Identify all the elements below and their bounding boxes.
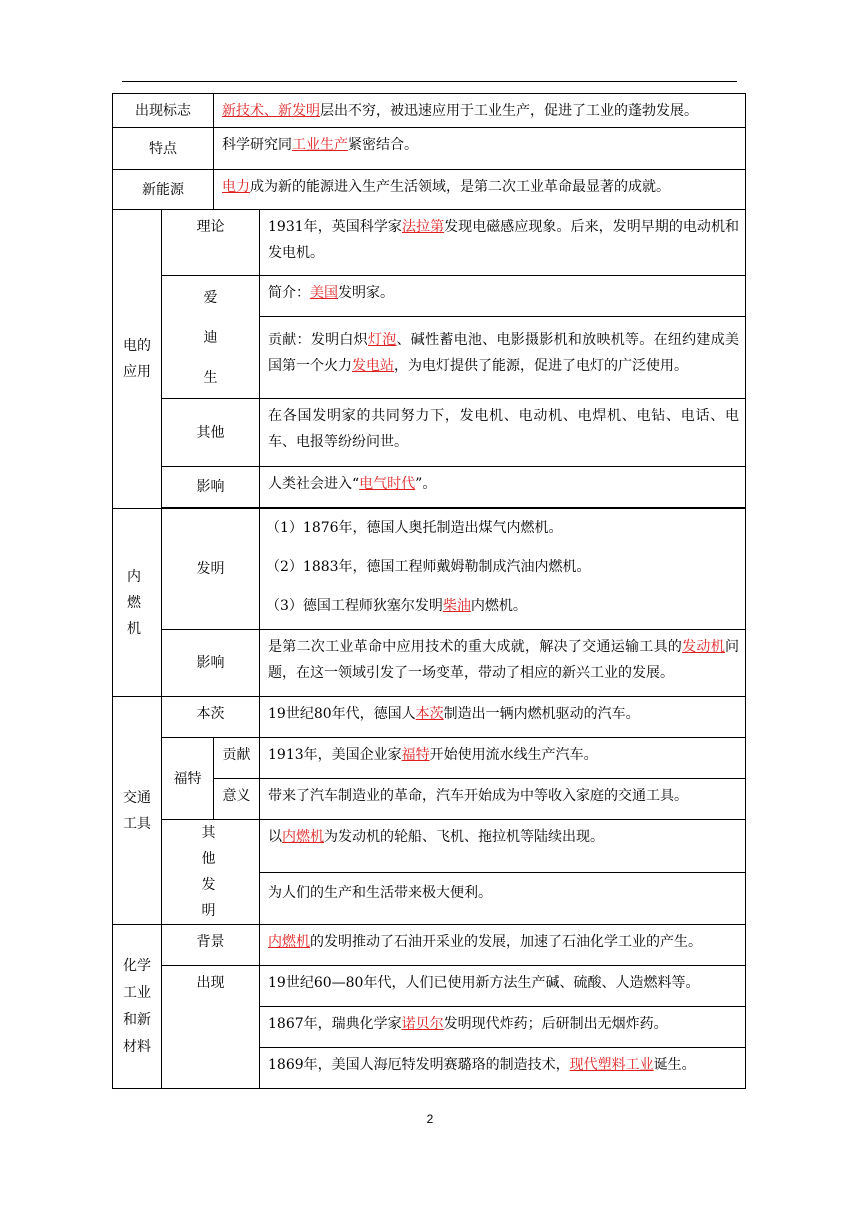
text-engine-invent: （1）1876年，德国人奥托制造出煤气内燃机。 （2）1883年，德国工程师戴姆勒制成汽油内燃机。 （3）德国工程师狄塞尔发明柴油内燃机。 — [260, 509, 746, 630]
summary-table — [112, 93, 746, 1089]
row-ford-contrib — [113, 738, 746, 779]
row-other — [113, 399, 746, 467]
label-chem: 化学工业和新材料 — [113, 925, 162, 1089]
page-number: 2 — [426, 1112, 434, 1126]
text-others-2: 为人们的生产和生活带来极大便利。 — [260, 872, 746, 925]
label-ford-contrib: 贡献 — [214, 738, 260, 779]
text-sign: 新技术、新发明层出不穷，被迅速应用于工业生产，促进了工业的蓬勃发展。 — [214, 94, 746, 128]
row-sign — [113, 94, 746, 128]
text-ford-meaning: 带来了汽车制造业的革命，汽车开始成为中等收入家庭的交通工具。 — [260, 779, 746, 820]
text-edison-contrib: 贡献：发明白炽灯泡、碱性蓄电池、电影摄影机和放映机等。在纽约建成美国第一个火力发电站，为电灯提供了能源，促进了电灯的广泛使用。 — [260, 316, 746, 398]
label-engine: 内燃机 — [113, 509, 162, 697]
row-engine-impact — [113, 630, 746, 697]
text-others-1: 以内燃机为发动机的轮船、飞机、拖拉机等陆续出现。 — [260, 820, 746, 873]
row-chem-a1 — [113, 966, 746, 1007]
label-ford-meaning: 意义 — [214, 779, 260, 820]
text-chem-a3: 1869年，美国人海厄特发明赛璐珞的制造技术，现代塑料工业诞生。 — [260, 1048, 746, 1089]
text-other: 在各国发明家的共同努力下，发电机、电动机、电焊机、电钻、电话、电车、电报等纷纷问世。 — [260, 399, 746, 467]
label-electric-impact: 影响 — [162, 467, 260, 508]
label-benz: 本茨 — [162, 697, 260, 738]
text-engine-impact: 是第二次工业革命中应用技术的重大成就，解决了交通运输工具的发动机问题，在这一领域引发了一场变革，带动了相应的新兴工业的发展。 — [260, 630, 746, 697]
text-chem-a2: 1867年，瑞典化学家诺贝尔发明现代炸药；后研制出无烟炸药。 — [260, 1007, 746, 1048]
text-theory: 1931年，英国科学家法拉第发现电磁感应现象。后来，发明早期的电动机和发电机。 — [260, 210, 746, 276]
label-engine-impact: 影响 — [162, 630, 260, 697]
label-sign: 出现标志 — [113, 94, 214, 128]
row-benz — [113, 697, 746, 738]
text-electric-impact: 人类社会进入“电气时代”。 — [260, 467, 746, 508]
label-other: 其他 — [162, 399, 260, 467]
text-chem-a1: 19世纪60—80年代，人们已使用新方法生产碱、硫酸、人造燃料等。 — [260, 966, 746, 1007]
label-chem-appear: 出现 — [162, 966, 260, 1089]
text-energy: 电力成为新的能源进入生产生活领域，是第二次工业革命最显著的成就。 — [214, 170, 746, 210]
row-edison-intro — [113, 276, 746, 317]
text-chem-bg: 内燃机的发明推动了石油开采业的发展，加速了石油化学工业的产生。 — [260, 925, 746, 966]
label-chem-bg: 背景 — [162, 925, 260, 966]
label-electric: 电的应用 — [113, 210, 162, 509]
row-feature — [113, 128, 746, 170]
row-others-1 — [113, 820, 746, 873]
text-edison-intro: 简介：美国发明家。 — [260, 276, 746, 317]
row-engine-invent — [113, 509, 746, 630]
text-ford-contrib: 1913年，美国企业家福特开始使用流水线生产汽车。 — [260, 738, 746, 779]
label-others: 其他发明 — [162, 820, 260, 925]
label-engine-invent: 发明 — [162, 509, 260, 630]
label-ford: 福特 — [162, 738, 214, 820]
row-energy — [113, 170, 746, 210]
hl-new-tech: 新技术、新发明 — [222, 103, 320, 119]
label-theory: 理论 — [162, 210, 260, 276]
label-transport: 交通工具 — [113, 697, 162, 925]
row-electric-impact — [113, 467, 746, 508]
label-energy: 新能源 — [113, 170, 214, 210]
text-feature: 科学研究同工业生产紧密结合。 — [214, 128, 746, 170]
label-edison: 爱迪生 — [162, 276, 260, 399]
label-feature: 特点 — [113, 128, 214, 170]
row-chem-bg — [113, 925, 746, 966]
text-benz: 19世纪80年代，德国人本茨制造出一辆内燃机驱动的汽车。 — [260, 697, 746, 738]
header-rule — [122, 81, 737, 82]
row-theory — [113, 210, 746, 276]
